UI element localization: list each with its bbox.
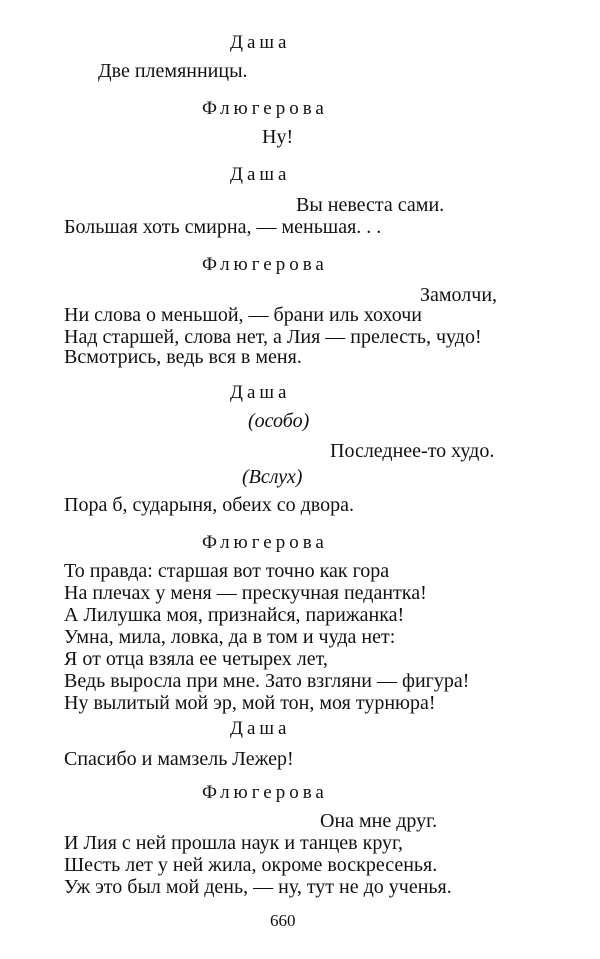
verse-line: Спасибо и мамзель Лежер! (64, 748, 294, 770)
verse-line: То правда: старшая вот точно как гора (64, 560, 390, 582)
verse-line: Ни слова о меньшой, — брани иль хохочи (64, 304, 423, 326)
speaker-dasha: Даша (230, 32, 291, 53)
stage-direction: (Вслух) (242, 466, 303, 488)
speaker-dasha: Даша (230, 382, 291, 403)
verse-line: Последнее-то худо. (330, 440, 495, 462)
verse-line: А Лилушка моя, признайся, парижанка! (64, 604, 405, 626)
speaker-flyugerova: Флюгерова (202, 532, 328, 553)
verse-line: Две племянницы. (98, 60, 248, 82)
verse-line: Над старшей, слова нет, а Лия — прелесть, чудо! (64, 326, 482, 348)
verse-line: Всмотрись, ведь вся в меня. (64, 346, 302, 368)
verse-line: Ну! (262, 126, 294, 148)
verse-line: На плечах у меня — прескучная педантка! (64, 582, 427, 604)
verse-line: Пора б, сударыня, обеих со двора. (64, 494, 354, 516)
verse-line: Шесть лет у ней жила, окроме воскресенья. (64, 854, 438, 876)
speaker-flyugerova: Флюгерова (202, 782, 328, 803)
verse-line: Я от отца взяла ее четырех лет, (64, 648, 328, 670)
verse-line: Ведь выросла при мне. Зато взгляни — фигура! (64, 670, 470, 692)
speaker-dasha: Даша (230, 718, 291, 739)
page-number: 660 (270, 911, 296, 930)
verse-line: Большая хоть смирна, — меньшая. . . (64, 216, 382, 238)
verse-line: Вы невеста сами. (296, 194, 445, 216)
verse-line: Ну вылитый мой эр, мой тон, моя турнюра! (64, 692, 436, 714)
verse-line: Замолчи, (420, 284, 498, 306)
speaker-flyugerova: Флюгерова (202, 98, 328, 119)
stage-direction: (особо) (248, 410, 310, 432)
verse-line: И Лия с ней прошла наук и танцев круг, (64, 832, 404, 854)
verse-line: Умна, мила, ловка, да в том и чуда нет: (64, 626, 396, 648)
verse-line: Уж это был мой день, — ну, тут не до ученья. (64, 876, 452, 898)
speaker-dasha: Даша (230, 164, 291, 185)
verse-line: Она мне друг. (320, 810, 438, 832)
speaker-flyugerova: Флюгерова (202, 254, 328, 275)
